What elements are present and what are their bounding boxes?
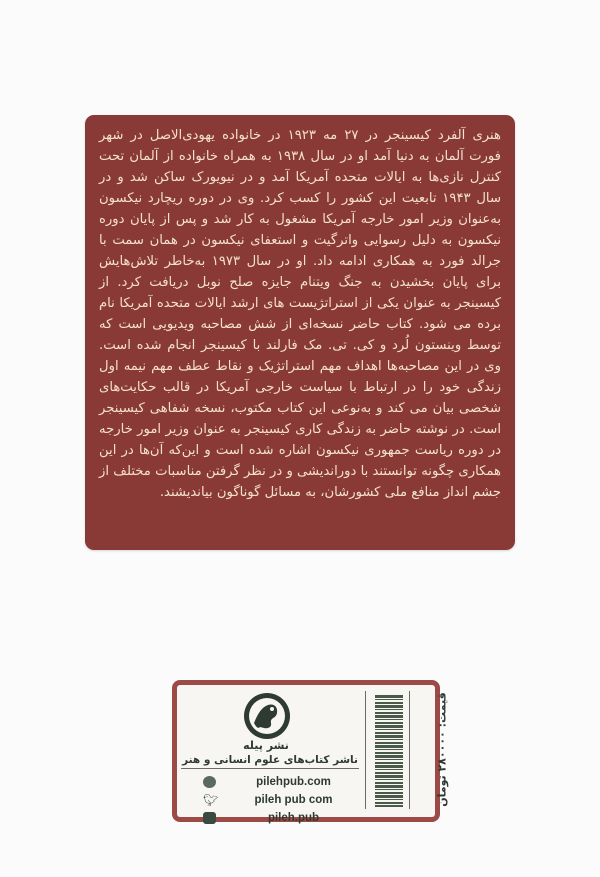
blurb-line: کیسینجر به عنوان یکی از استراتژیست های ارشد ایالات متحده آمریکا نام: [99, 296, 501, 311]
blurb-line: به‌عنوان وزیر امور خارجه آمریکا مشغول به کار شد و پس از پایان دوره: [99, 212, 501, 227]
blurb-line: وی در این مصاحبه‌ها اهداف مهم استراتژیک و نقاط عطف مهم نیمه اول: [99, 359, 501, 374]
instagram-icon: [203, 812, 216, 824]
blurb-line: است. در نوشته حاضر به زندگی کاری کیسینجر به عنوان وزیر امور خارجه: [99, 422, 501, 437]
publisher-info: [181, 689, 359, 824]
blurb-line: نیکسون به دلیل رسوایی واترگیت و استعفای نیکسون در همان سمت با: [99, 233, 501, 248]
blurb-line: برده می شود. کتاب حاضر نسخه‌ای از شش مصاحبه ویدیویی است که: [99, 317, 501, 332]
label-divider: [365, 691, 366, 809]
price-label: قیمت: ۲۸۰۰۰۰ تومان: [435, 692, 449, 807]
blurb-line: سال ۱۹۴۳ تابعیت این کشور را کسب کرد. وی در دوره ریچارد نیکسون: [99, 191, 501, 206]
publisher-tagline: ناشر کتاب‌های علوم انسانی و هنر: [181, 754, 359, 769]
twitter-icon: 🐦︎: [203, 793, 219, 807]
instagram-text: pileh.pub: [267, 812, 320, 824]
blurb-text: [99, 125, 501, 503]
publisher-label: [172, 680, 449, 824]
blurb-line: کنترل نازی‌ها به ایالات متحده آمریکا آمد و در نیویورک ساکن شد و در: [99, 170, 501, 185]
isbn-barcode: [375, 695, 403, 807]
blurb-line: همکاری چگونه توانستند با دوراندیشی و در نظر گرفتن مناسبات مختلف: [113, 464, 501, 479]
publisher-label-inner: [177, 685, 449, 824]
contact-website: [203, 775, 353, 789]
blurb-line: برای پایان بخشیدن به جنگ ویتنام جایزه صلح نوبل دریافت کرد. از: [99, 275, 501, 290]
blurb-line: جرالد فورد به همکاری ادامه داد. او در سال ۱۹۷۳ به‌خاطر تلاش‌هایش: [99, 254, 501, 269]
label-divider: [409, 691, 410, 809]
contact-instagram: [203, 811, 353, 825]
back-cover-blurb-box: [85, 115, 515, 550]
blurb-line: در دوره ریاست جمهوری نیکسون اشاره شده است و این‌که آن‌ها در این: [99, 443, 501, 458]
blurb-line: زندگی خود را در ارتباط با سیاست خارجی آمریکا در قالب حکایت‌های: [99, 380, 501, 395]
lion-emblem-icon: [244, 693, 290, 739]
web-icon: [203, 776, 216, 788]
blurb-line: توسط وینستون لُرد و کی. تی. مک فارلند با کیسینجر انجام شده است.: [99, 338, 501, 353]
blurb-line: فورت آلمان به دنیا آمد او در سال ۱۹۳۸ به همراه خانواده از آلمان تحت: [99, 149, 501, 164]
contact-twitter: [203, 793, 353, 807]
publisher-name: نشر پیله: [243, 739, 289, 752]
website-text: pilehpub.com: [256, 776, 331, 788]
twitter-text: pileh pub com: [254, 794, 333, 806]
blurb-line: هنری آلفرد کیسینجر در ۲۷ مه ۱۹۲۳ در خانواده یهودی‌الاصل در شهر: [99, 128, 501, 143]
blurb-line: شخصی بیان می کند و به‌نوعی این کتاب مکتوب، نسخه شفاهی کیسینجر: [99, 401, 501, 416]
blurb-line: از جشم انداز منافع ملی کشورشان، به مسائل گوناگون بیاندیشند.: [99, 464, 501, 500]
